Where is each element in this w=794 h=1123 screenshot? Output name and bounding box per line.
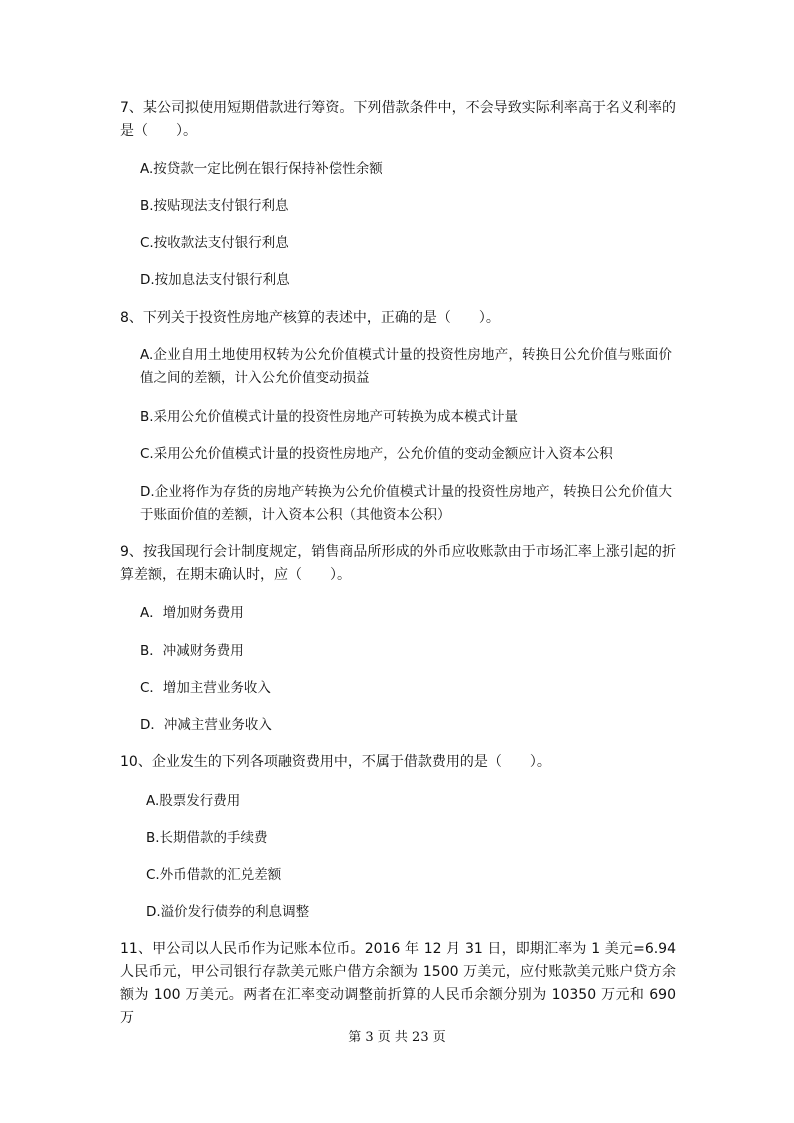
question-10-option-b: B.长期借款的手续费 [146,830,268,846]
page-number-footer: 第 3 页 共 23 页 [348,1030,446,1045]
question-8-option-a: A.企业自用土地使用权转为公允价值模式计量的投资性房地产，转换日公允价值与账面价值之间的差额，计入公允价值变动损益 [140,347,672,386]
question-8-stem: 8、下列关于投资性房地产核算的表述中，正确的是（ ）。 [120,310,500,326]
question-7-option-b: B.按贴现法支付银行利息 [140,198,289,214]
question-10-option-d: D.溢价发行债券的利息调整 [146,904,310,920]
question-8-option-d: D.企业将作为存货的房地产转换为公允价值模式计量的投资性房地产，转换日公允价值大于账面价值的差额，计入资本公积（其他资本公积） [140,484,672,523]
question-11-stem: 11、甲公司以人民币作为记账本位币。2016 年 12 月 31 日，即期汇率为 1 美元=6.94人民币元，甲公司银行存款美元账户借方余额为 1500 万美元，应付账款美元账户贷方余额为 100 万美元。两者在汇率变动调整前折算的人民币余额分别为 10350 万元和 690 万 [120,941,676,1026]
question-9-option-c: C．增加主营业务收入 [140,680,271,696]
question-9-option-b: B．冲减财务费用 [140,643,244,659]
question-9-option-a: A．增加财务费用 [140,605,244,621]
question-9-option-d: D．冲减主营业务收入 [140,717,272,733]
question-7-option-d: D.按加息法支付银行利息 [140,272,290,288]
question-7-option-a: A.按贷款一定比例在银行保持补偿性余额 [140,161,383,177]
question-10-option-c: C.外币借款的汇兑差额 [146,867,282,883]
question-9-stem: 9、按我国现行会计制度规定，销售商品所形成的外币应收账款由于市场汇率上涨引起的折算差额，在期末确认时，应（ ）。 [120,544,676,583]
question-7-stem: 7、某公司拟使用短期借款进行筹资。下列借款条件中，不会导致实际利率高于名义利率的是（ ）。 [120,100,676,139]
question-10-stem: 10、企业发生的下列各项融资费用中，不属于借款费用的是（ ）。 [120,754,551,770]
question-8-option-b: B.采用公允价值模式计量的投资性房地产可转换为成本模式计量 [140,409,519,425]
question-8-option-c: C.采用公允价值模式计量的投资性房地产，公允价值的变动金额应计入资本公积 [140,446,613,462]
question-10-option-a: A.股票发行费用 [146,793,241,809]
question-7-option-c: C.按收款法支付银行利息 [140,235,289,251]
